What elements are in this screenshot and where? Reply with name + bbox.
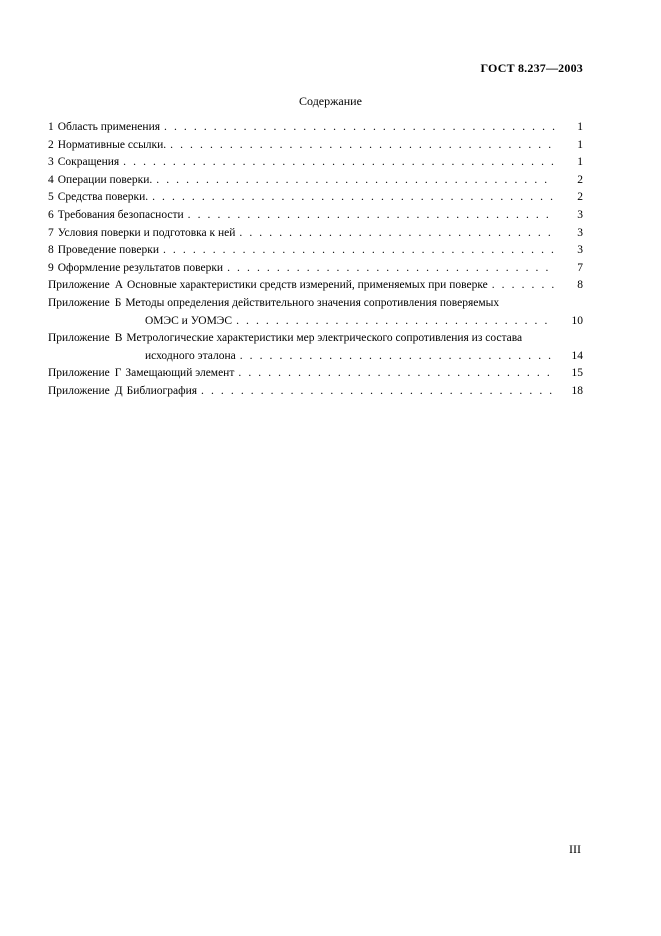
toc-appendix-entry[interactable] bbox=[48, 383, 583, 401]
toc-entry-title: Средства поверки. bbox=[57, 191, 149, 204]
appendix-letter: Д bbox=[114, 384, 123, 397]
dot-leader bbox=[156, 172, 555, 190]
toc-entry-title: Нормативные ссылки. bbox=[57, 138, 167, 151]
dot-leader bbox=[163, 242, 555, 260]
appendix-page: 8 bbox=[577, 279, 583, 292]
toc-entry[interactable] bbox=[48, 154, 583, 172]
dot-leader bbox=[152, 189, 555, 207]
toc-entry[interactable] bbox=[48, 225, 583, 243]
appendix-prefix: Приложение bbox=[48, 384, 110, 397]
page-number: III bbox=[569, 842, 581, 856]
appendix-prefix: Приложение bbox=[48, 296, 110, 309]
toc-appendix-entry[interactable] bbox=[48, 277, 583, 295]
toc-appendix-entry[interactable] bbox=[48, 330, 583, 348]
dot-leader bbox=[188, 207, 555, 225]
toc-appendix-continuation[interactable] bbox=[48, 348, 583, 366]
dot-leader bbox=[227, 260, 555, 278]
toc-entry[interactable] bbox=[48, 189, 583, 207]
table-of-contents bbox=[48, 119, 583, 401]
toc-entry-title: Проведение поверки bbox=[57, 244, 159, 257]
toc-entry[interactable] bbox=[48, 242, 583, 260]
toc-entry[interactable] bbox=[48, 119, 583, 137]
dot-leader bbox=[201, 383, 555, 401]
toc-appendix-entry[interactable] bbox=[48, 295, 583, 313]
toc-entry-page: 1 bbox=[577, 156, 583, 169]
toc-entry-title: Операции поверки. bbox=[57, 173, 153, 186]
appendix-letter: В bbox=[114, 332, 123, 345]
appendix-page: 14 bbox=[571, 349, 583, 362]
dot-leader bbox=[238, 365, 555, 383]
dot-leader bbox=[164, 119, 555, 137]
toc-entry-title: Сокращения bbox=[57, 156, 120, 169]
toc-entry-number: 7 bbox=[48, 226, 54, 239]
toc-entry-number: 4 bbox=[48, 173, 54, 186]
toc-entry-page: 3 bbox=[577, 208, 583, 221]
appendix-letter: Б bbox=[114, 296, 122, 309]
toc-entry[interactable] bbox=[48, 137, 583, 155]
appendix-page: 10 bbox=[571, 314, 583, 327]
toc-title: Содержание bbox=[299, 94, 362, 108]
appendix-title: Замещающий элемент bbox=[125, 367, 235, 380]
dot-leader bbox=[123, 154, 555, 172]
toc-entry-page: 1 bbox=[577, 138, 583, 151]
appendix-prefix: Приложение bbox=[48, 279, 110, 292]
toc-entry-page: 2 bbox=[577, 191, 583, 204]
toc-entry-page: 2 bbox=[577, 173, 583, 186]
appendix-title: Библиография bbox=[126, 384, 198, 397]
toc-entry-title: Область применения bbox=[57, 121, 161, 133]
toc-entry-title: Требования безопасности bbox=[57, 208, 184, 221]
appendix-prefix: Приложение bbox=[48, 367, 110, 380]
toc-entry-page: 3 bbox=[577, 244, 583, 257]
toc-entry-number: 8 bbox=[48, 244, 54, 257]
toc-entry-page: 1 bbox=[577, 121, 583, 133]
appendix-letter: Г bbox=[114, 367, 122, 380]
appendix-letter: А bbox=[114, 279, 124, 292]
toc-entry-title: Условия поверки и подготовка к ней bbox=[57, 226, 236, 239]
dot-leader bbox=[239, 225, 555, 243]
appendix-page: 15 bbox=[571, 367, 583, 380]
toc-appendix-continuation[interactable] bbox=[48, 313, 583, 331]
standard-id: ГОСТ 8.237—2003 bbox=[480, 61, 583, 75]
toc-entry[interactable] bbox=[48, 207, 583, 225]
toc-entry-number: 2 bbox=[48, 138, 54, 151]
appendix-title: Метрологические характеристики мер электрического сопротивления из состава bbox=[126, 332, 523, 345]
toc-entry-title: Оформление результатов поверки bbox=[57, 261, 224, 274]
appendix-title: Методы определения действительного значения сопротивления поверяемых bbox=[125, 296, 500, 309]
appendix-page: 18 bbox=[571, 384, 583, 397]
toc-entry-number: 3 bbox=[48, 156, 54, 169]
dot-leader bbox=[492, 277, 555, 295]
toc-entry-number: 1 bbox=[48, 121, 54, 133]
dot-leader bbox=[170, 137, 555, 155]
appendix-title-continuation: ОМЭС и УОМЭС bbox=[145, 314, 233, 327]
toc-entry-page: 3 bbox=[577, 226, 583, 239]
appendix-title: Основные характеристики средств измерений, применяемых при поверке bbox=[127, 279, 488, 292]
dot-leader bbox=[236, 313, 555, 331]
appendix-prefix: Приложение bbox=[48, 332, 110, 345]
toc-entry[interactable] bbox=[48, 172, 583, 190]
toc-entry[interactable] bbox=[48, 260, 583, 278]
appendix-title-continuation: исходного эталона bbox=[145, 349, 236, 362]
toc-entry-number: 5 bbox=[48, 191, 54, 204]
toc-entry-number: 6 bbox=[48, 208, 54, 221]
toc-entry-page: 7 bbox=[577, 261, 583, 274]
toc-entry-number: 9 bbox=[48, 261, 54, 274]
toc-appendix-entry[interactable] bbox=[48, 365, 583, 383]
dot-leader bbox=[240, 348, 555, 366]
